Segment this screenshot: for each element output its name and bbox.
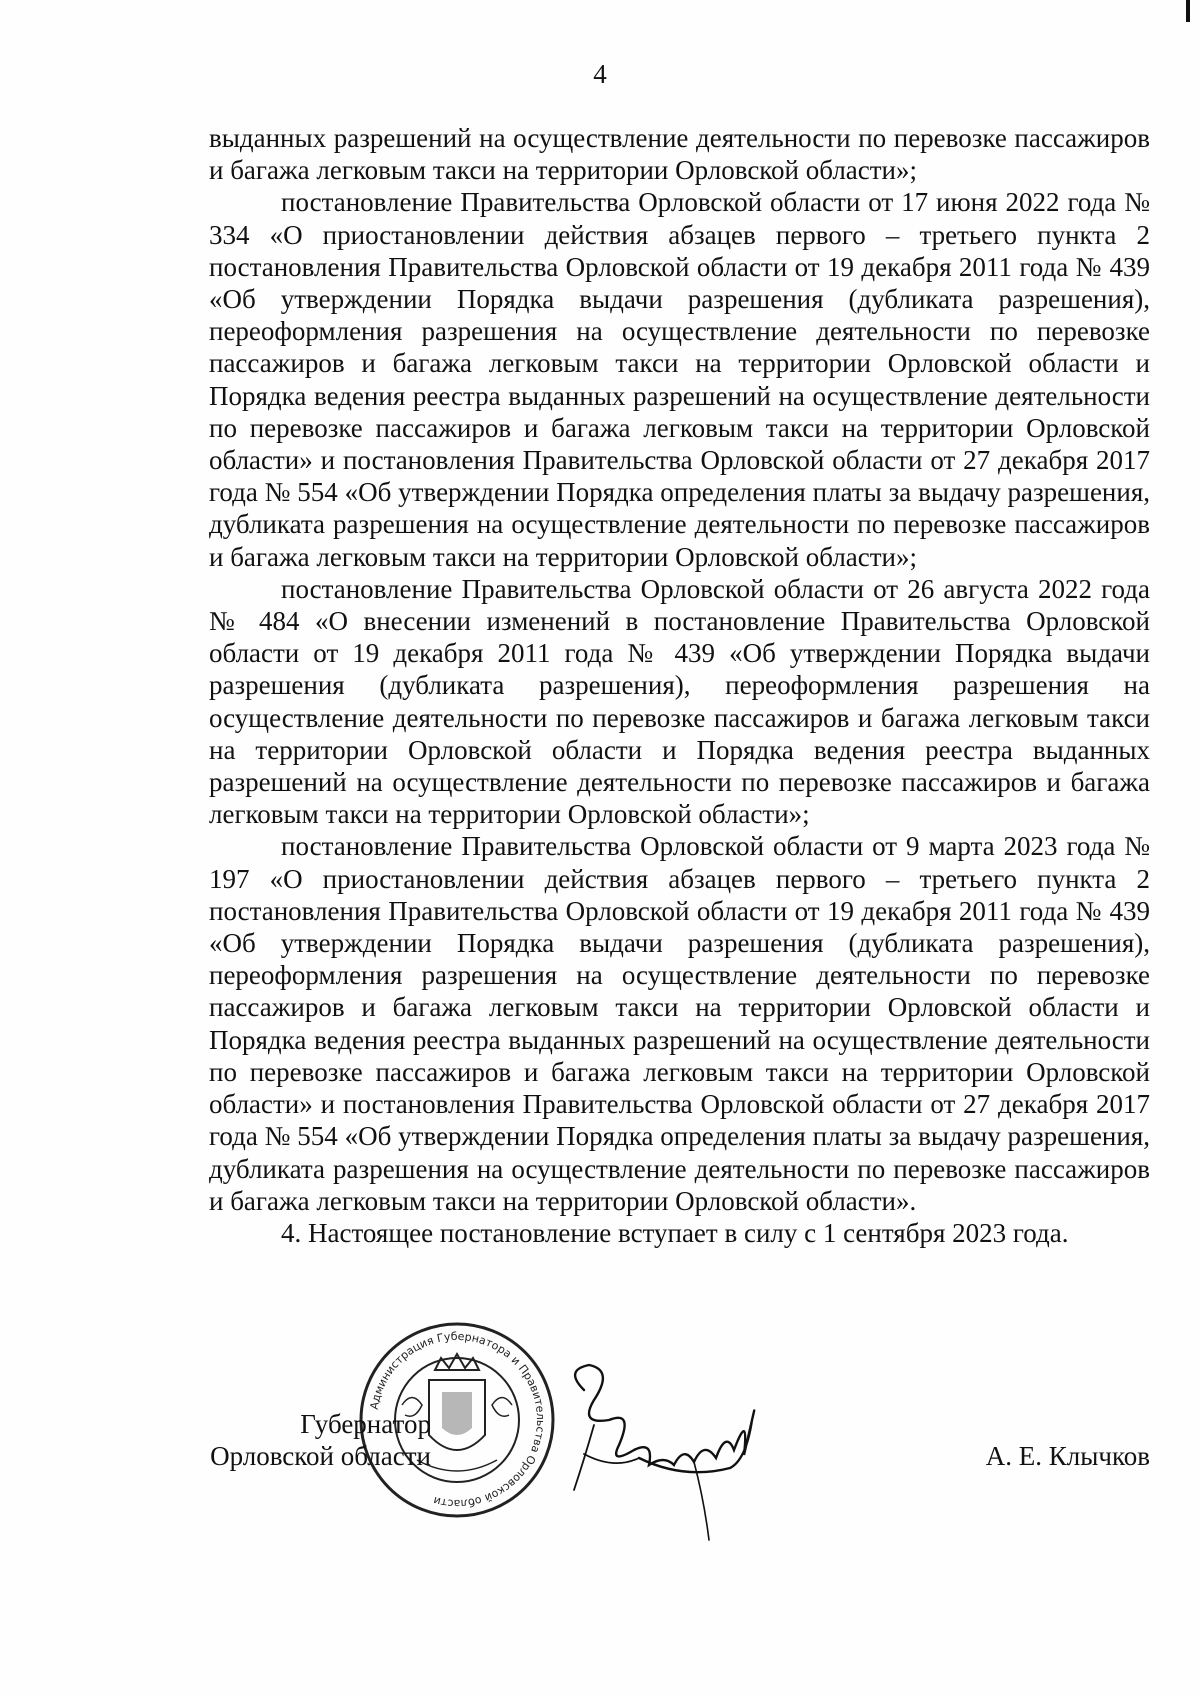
paragraph-resolution-334: постановление Правительства Орловской области от 17 июня 2022 года № 334 «О приостановлении действия абзацев первого – третьего пункта 2 постановления Правительства Орловской области от 19 декабря 2011 года № 439 «Об утверждении Порядка выдачи разрешения (дубликата разрешения), переоформления разрешения на осуществление деятельности по перевозке пассажиров и багажа легковым такси на территории Орловской области и Порядка ведения реестра выданных разрешений на осуществление деятельности по перевозке пассажиров и багажа легковым такси на территории Орловской области» и постановления Правительства Орловской области от 27 декабря 2017 года № 554 «Об утверждении Порядка определения платы за выдачу разрешения, дубликата разрешения на осуществление деятельности по перевозке пассажиров и багажа легковым такси на территории Орловской области»; <box>209 187 1150 572</box>
signatory-title-line2: Орловской области <box>210 1441 431 1471</box>
paragraph-resolution-197: постановление Правительства Орловской области от 9 марта 2023 года № 197 «О приостановлении действия абзацев первого – третьего пункта 2 постановления Правительства Орловской области от 19 декабря 2011 года № 439 «Об утверждении Порядка выдачи разрешения (дубликата разрешения), переоформления разрешения на осуществление деятельности по перевозке пассажиров и багажа легковым такси на территории Орловской области и Порядка ведения реестра выданных разрешений на осуществление деятельности по перевозке пассажиров и багажа легковым такси на территории Орловской области» и постановления Правительства Орловской области от 27 декабря 2017 года № 554 «Об утверждении Порядка определения платы за выдачу разрешения, дубликата разрешения на осуществление деятельности по перевозке пассажиров и багажа легковым такси на территории Орловской области». <box>209 831 1150 1216</box>
signatory-title-line1: Губернатор <box>300 1409 431 1439</box>
paragraph-continuation: выданных разрешений на осуществление деятельности по перевозке пассажиров и багажа легковым такси на территории Орловской области»; <box>209 123 1150 186</box>
signatory-title <box>209 1408 431 1472</box>
seal-ring-text: Администрация Губернатора и Правительства Орловской области <box>367 1329 548 1511</box>
paragraph-effective-date: 4. Настоящее постановление вступает в силу с 1 сентября 2023 года. <box>281 1217 1069 1248</box>
page-number: 4 <box>593 59 607 89</box>
signatory-name: А. Е. Клычков <box>985 1441 1150 1471</box>
signature-block <box>209 1329 1150 1550</box>
handwritten-signature <box>554 1350 794 1550</box>
paragraph-resolution-484: постановление Правительства Орловской области от 26 августа 2022 года № 484 «О внесении изменений в постановление Правительства Орловской области от 19 декабря 2011 года № 439 «Об утверждении Порядка выдачи разрешения (дубликата разрешения), переоформления разрешения на осуществление деятельности по перевозке пассажиров и багажа легковым такси на территории Орловской области и Порядка ведения реестра выданных разрешений на осуществление деятельности по перевозке пассажиров и багажа легковым такси на территории Орловской области»; <box>209 573 1150 830</box>
scan-edge-mark <box>1186 0 1190 22</box>
document-body <box>209 122 1150 1249</box>
